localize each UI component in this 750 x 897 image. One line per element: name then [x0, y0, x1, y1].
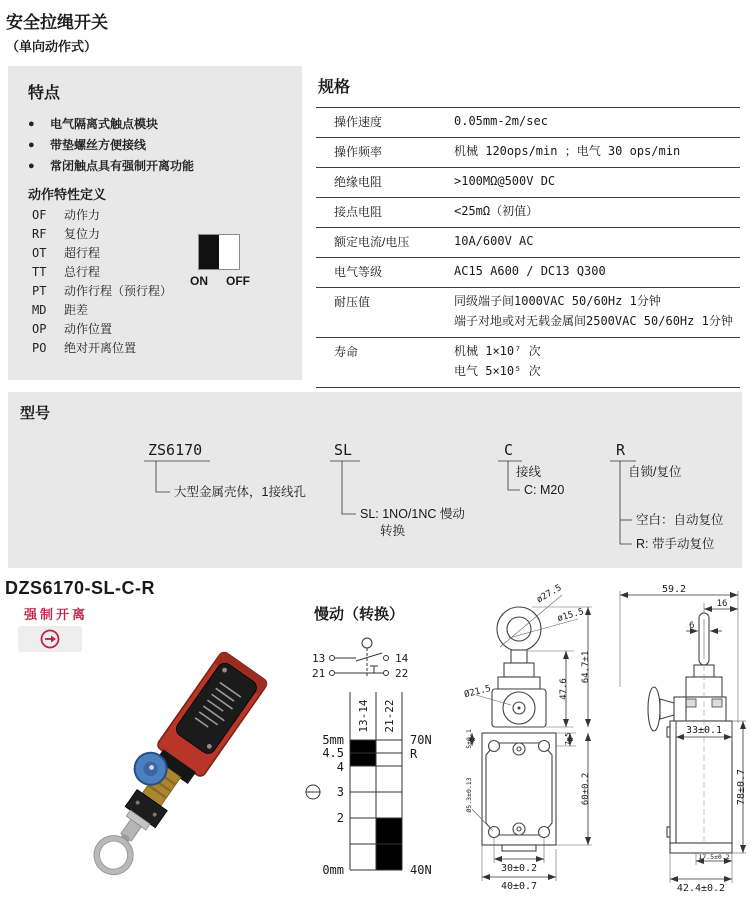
model-panel	[8, 392, 742, 568]
dim-head-dia: Ø21.5	[463, 683, 493, 701]
forced-disconnect-label: 强制开离	[24, 607, 89, 622]
spec-row: 寿命 机械 1×10⁷ 次 电气 5×10⁵ 次	[316, 337, 740, 387]
scale-2: 2	[336, 811, 344, 825]
feature-item: ● 带垫螺丝方便接线	[28, 135, 194, 156]
action-def-row: RF 复位力	[32, 227, 101, 241]
action-defs-heading: 动作特性定义	[28, 187, 107, 202]
dim-side-body-width: 33±0.1	[685, 725, 723, 736]
reset-label: R	[410, 747, 418, 761]
dim-base-width: 42.4±0.2	[676, 883, 726, 894]
spec-row: 接点电阻 <25mΩ（初值）	[316, 197, 740, 227]
dim-lever-width: 6	[689, 621, 695, 631]
action-defs-list	[32, 206, 172, 358]
terminal-22: 22	[395, 667, 409, 680]
toggle-on-label: ON	[190, 274, 208, 288]
model-desc-reset-1: 空白：自动复位	[636, 513, 724, 527]
spec-row: 额定电流/电压 10A/600V AC	[316, 227, 740, 257]
dim-lever-offset: 16	[716, 599, 728, 609]
terminal-13: 13	[312, 652, 326, 665]
model-code-reset: R	[616, 441, 626, 459]
dim-ring-outer: ø27.5	[535, 583, 564, 606]
model-breakdown-diagram	[8, 392, 742, 568]
dim-head-len: 47.6	[559, 678, 569, 700]
dim-plate-edge: 5±0.1	[465, 729, 473, 749]
travel-diagram	[306, 692, 432, 877]
dim-total-width: 59.2	[661, 584, 687, 595]
scale-4: 4	[336, 760, 344, 774]
dim-side-body-height: 78±0.7	[736, 768, 747, 806]
spec-row: 操作速度 0.05mm-2m/sec	[316, 107, 740, 137]
spec-row: 耐压值 同级端子间1000VAC 50/60Hz 1分钟 端子对地或对无载金属间2500VAC 50/60Hz 1分钟	[316, 287, 740, 337]
dim-body-width: 40±0.7	[500, 881, 538, 892]
spec-row: 电气等级 AC15 A600 / DC13 Q300	[316, 257, 740, 287]
travel-col-label-1: 13-14	[357, 699, 370, 733]
scale-5mm: 5mm	[322, 733, 344, 747]
model-desc-contact-1: SL: 1NO/1NC 慢动	[360, 507, 465, 521]
toggle-labels	[190, 274, 250, 288]
toggle-on-segment	[199, 235, 219, 269]
features-panel	[8, 66, 302, 380]
action-def-row: OP 动作位置	[32, 322, 113, 336]
dim-total-len: 64.7±1	[581, 650, 591, 684]
travel-col-label-2: 21-22	[383, 699, 396, 733]
product-model-name: DZS6170-SL-C-R	[5, 578, 156, 598]
scale-4-5: 4.5	[322, 746, 344, 760]
bullet-icon: ●	[28, 160, 35, 172]
dim-hole-dia: Ø5.3±0.13	[465, 777, 473, 813]
feature-item: ● 电气隔离式触点模块	[28, 114, 194, 135]
dim-top-gap: 7.5	[564, 732, 572, 746]
bullet-icon: ●	[28, 118, 35, 130]
on-off-toggle-indicator	[198, 234, 240, 270]
product-photo	[48, 638, 304, 894]
force-bottom-label: 40N	[410, 863, 432, 877]
spec-row: 绝缘电阻 >100MΩ@500V DC	[316, 167, 740, 197]
model-desc-contact-2: 转换	[380, 524, 406, 538]
dim-base-offset: 17.5±0.2	[698, 853, 730, 861]
model-desc-conduit: C: M20	[524, 483, 565, 497]
dimension-drawings	[462, 583, 750, 895]
operating-position-icon	[306, 785, 320, 799]
side-view-drawing	[620, 584, 747, 894]
action-def-row: TT 总行程	[32, 265, 101, 279]
scale-3: 3	[336, 785, 344, 799]
model-desc-base: 大型金属壳体，1接线孔	[174, 485, 306, 499]
feature-item: ● 常闭触点具有强制开离功能	[28, 156, 194, 177]
spec-row: 操作频率 机械 120ops/min ；电气 30 ops/min	[316, 137, 740, 167]
dim-hole-span: 30±0.2	[500, 863, 538, 874]
features-list	[28, 114, 194, 177]
page-subtitle: （单向动作式）	[6, 39, 98, 54]
model-title-conduit: 接线	[516, 465, 542, 479]
terminal-21: 21	[312, 667, 326, 680]
toggle-off-label: OFF	[226, 274, 250, 288]
model-heading: 型号	[20, 405, 51, 422]
action-def-row: OT 超行程	[32, 246, 101, 260]
force-top-label: 70N	[410, 733, 432, 747]
action-def-row: PO 绝对开离位置	[32, 341, 137, 355]
dim-body-height: 60±0.2	[581, 772, 591, 806]
model-code-contact: SL	[334, 441, 353, 459]
scale-0mm: 0mm	[322, 863, 344, 877]
model-code-conduit: C	[504, 441, 514, 459]
model-desc-reset-2: R: 带手动复位	[636, 537, 715, 551]
front-view-drawing	[463, 583, 592, 892]
terminal-14: 14	[395, 652, 409, 665]
page-title: 安全拉绳开关	[6, 13, 108, 32]
dim-ring-inner: ø15.5	[556, 607, 586, 625]
action-def-row: PT 动作行程（预行程）	[32, 284, 173, 298]
model-title-reset: 自锁/复位	[628, 465, 682, 479]
action-def-row: MD 距差	[32, 303, 89, 317]
slow-action-heading: 慢动（转换）	[314, 606, 405, 623]
specs-heading: 规格	[318, 79, 351, 96]
model-code-base: ZS6170	[148, 441, 203, 459]
contact-and-travel-diagram	[298, 630, 480, 892]
contact-diagram	[330, 638, 389, 676]
features-heading: 特点	[28, 85, 61, 102]
action-def-row: OF 动作力	[32, 208, 101, 222]
bullet-icon: ●	[28, 139, 35, 151]
